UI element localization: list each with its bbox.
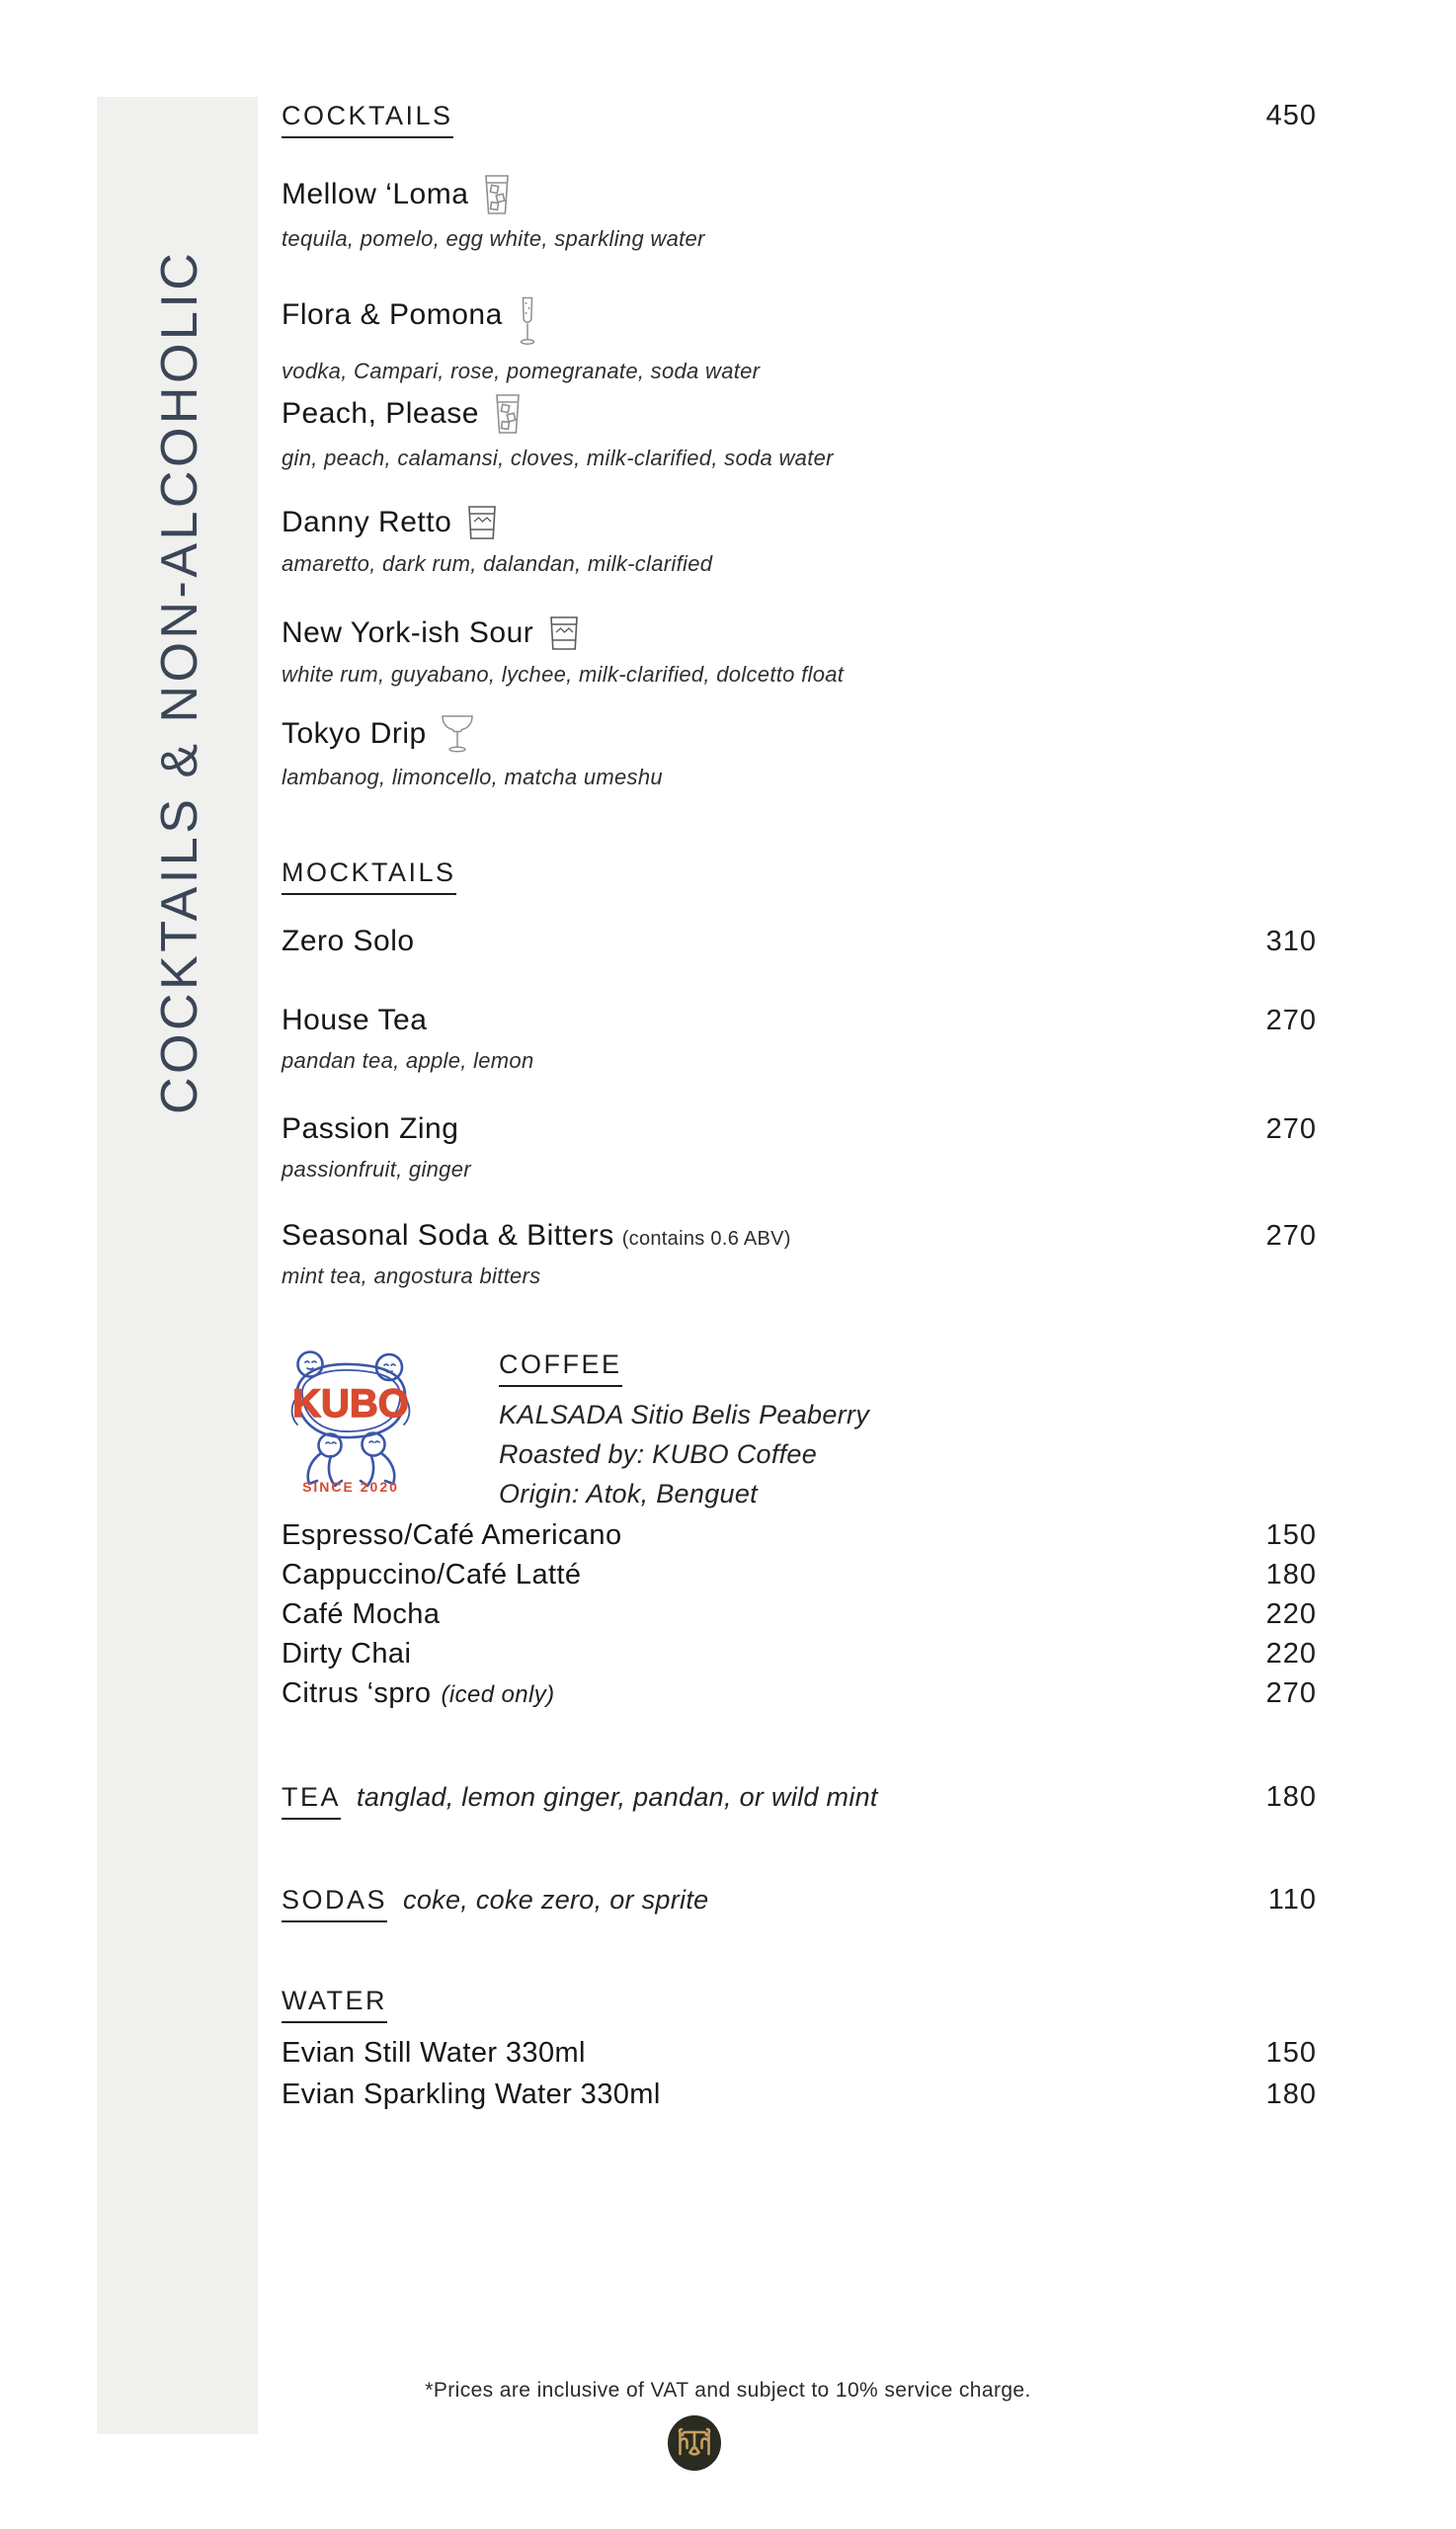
coffee-header: [499, 1349, 869, 1513]
flute-glass-icon: [517, 296, 538, 348]
item-name: Citrus ‘spro: [282, 1677, 432, 1709]
item-price: 220: [1265, 1638, 1317, 1670]
item-note: (contains 0.6 ABV): [621, 1228, 791, 1250]
item-name: Evian Sparkling Water 330ml: [282, 2079, 661, 2110]
item-name: Mellow ‘Loma: [282, 178, 469, 210]
menu-item: [282, 615, 1317, 688]
item-name: New York-ish Sour: [282, 616, 534, 649]
coupe-glass-icon: [441, 714, 474, 754]
item-name: Peach, Please: [282, 397, 479, 430]
menu-item: [282, 283, 1317, 384]
tea-heading: TEA: [282, 1782, 341, 1820]
menu-item: [282, 2079, 1317, 2120]
item-desc: lambanog, limoncello, matcha umeshu: [282, 765, 663, 789]
item-name: Cappuccino/Café Latté: [282, 1559, 582, 1591]
menu-item: [282, 925, 1317, 958]
menu-item: [282, 1559, 1317, 1598]
menu-item: [282, 174, 1317, 252]
highball-glass-icon: [493, 393, 523, 435]
menu-item: [282, 393, 1317, 471]
item-name: Zero Solo: [282, 925, 415, 957]
menu-item: [282, 505, 1317, 577]
kubo-brand-text: KUBO: [292, 1382, 409, 1426]
item-desc: gin, peach, calamansi, cloves, milk-clarified, soda water: [282, 446, 834, 470]
coffee-items: [282, 1519, 1317, 1717]
coffee-origin-line: Roasted by: KUBO Coffee: [499, 1439, 818, 1469]
menu-item: [282, 1598, 1317, 1638]
sodas-desc: coke, coke zero, or sprite: [403, 1885, 709, 1915]
menu-item: [282, 1219, 1317, 1289]
water-heading: WATER: [282, 1986, 387, 2023]
item-name: Espresso/Café Americano: [282, 1519, 622, 1551]
item-desc: tequila, pomelo, egg white, sparkling water: [282, 226, 705, 251]
tea-desc: tanglad, lemon ginger, pandan, or wild mint: [357, 1782, 878, 1812]
item-price: 270: [1265, 1113, 1317, 1145]
menu-item: [282, 1112, 1317, 1183]
item-note: (iced only): [441, 1681, 555, 1708]
menu-item: [282, 2037, 1317, 2079]
item-name: House Tea: [282, 1004, 428, 1036]
item-name: Café Mocha: [282, 1598, 441, 1630]
item-name: Dirty Chai: [282, 1638, 412, 1670]
item-price: 310: [1265, 926, 1317, 957]
item-desc: white rum, guyabano, lychee, milk-clarified, dolcetto float: [282, 662, 845, 687]
item-desc: pandan tea, apple, lemon: [282, 1048, 534, 1073]
item-price: 150: [1265, 1519, 1317, 1551]
water-items: [282, 2037, 1317, 2120]
item-name: Danny Retto: [282, 506, 452, 538]
coffee-origin-line: Origin: Atok, Benguet: [499, 1479, 758, 1509]
menu-item: [282, 1519, 1317, 1559]
highball-glass-icon: [482, 174, 512, 215]
cocktails-heading-row: [282, 100, 1317, 138]
item-price: 180: [1265, 2079, 1317, 2110]
water-heading-row: [282, 1986, 1317, 2023]
item-desc: passionfruit, ginger: [282, 1157, 471, 1182]
item-name: Evian Still Water 330ml: [282, 2037, 586, 2069]
item-price: 180: [1265, 1559, 1317, 1591]
item-desc: mint tea, angostura bitters: [282, 1264, 541, 1288]
menu-item: [282, 1677, 1317, 1717]
coffee-origin-line: KALSADA Sitio Belis Peaberry: [499, 1400, 870, 1429]
sodas-price: 110: [1267, 1884, 1317, 1916]
kubo-coffee-logo: [282, 1344, 420, 1502]
cocktails-price: 450: [1265, 100, 1317, 131]
item-price: 220: [1265, 1598, 1317, 1630]
item-name: Passion Zing: [282, 1112, 459, 1145]
menu-item: [282, 714, 1317, 790]
kubo-tagline-text: SINCE 2020: [302, 1479, 399, 1495]
sidebar-label: COCKTAILS & NON-ALCOHOLIC: [151, 249, 208, 1114]
item-price: 150: [1265, 2037, 1317, 2069]
sodas-heading: SODAS: [282, 1885, 387, 1922]
item-price: 270: [1265, 1005, 1317, 1036]
footer-note: *Prices are inclusive of VAT and subject to 10% service charge.: [425, 2379, 1031, 2402]
item-name: Seasonal Soda & Bitters: [282, 1219, 614, 1252]
rocks-glass-icon: [465, 505, 499, 540]
item-price: 270: [1265, 1677, 1317, 1709]
menu-item: [282, 1004, 1317, 1074]
item-price: 270: [1265, 1220, 1317, 1252]
tea-price: 180: [1265, 1781, 1317, 1813]
coffee-heading: COFFEE: [499, 1349, 622, 1387]
rocks-glass-icon: [547, 615, 581, 651]
cocktails-heading: COCKTAILS: [282, 101, 453, 138]
item-desc: amaretto, dark rum, dalandan, milk-clarified: [282, 551, 713, 576]
item-name: Tokyo Drip: [282, 717, 427, 750]
item-name: Flora & Pomona: [282, 298, 503, 331]
menu-item: [282, 1638, 1317, 1677]
tea-row: [282, 1781, 1317, 1820]
sodas-row: [282, 1884, 1317, 1922]
mocktails-heading-row: [282, 857, 1317, 895]
venue-monogram-logo: [667, 2414, 722, 2472]
item-desc: vodka, Campari, rose, pomegranate, soda water: [282, 359, 761, 383]
mocktails-heading: MOCKTAILS: [282, 857, 456, 895]
